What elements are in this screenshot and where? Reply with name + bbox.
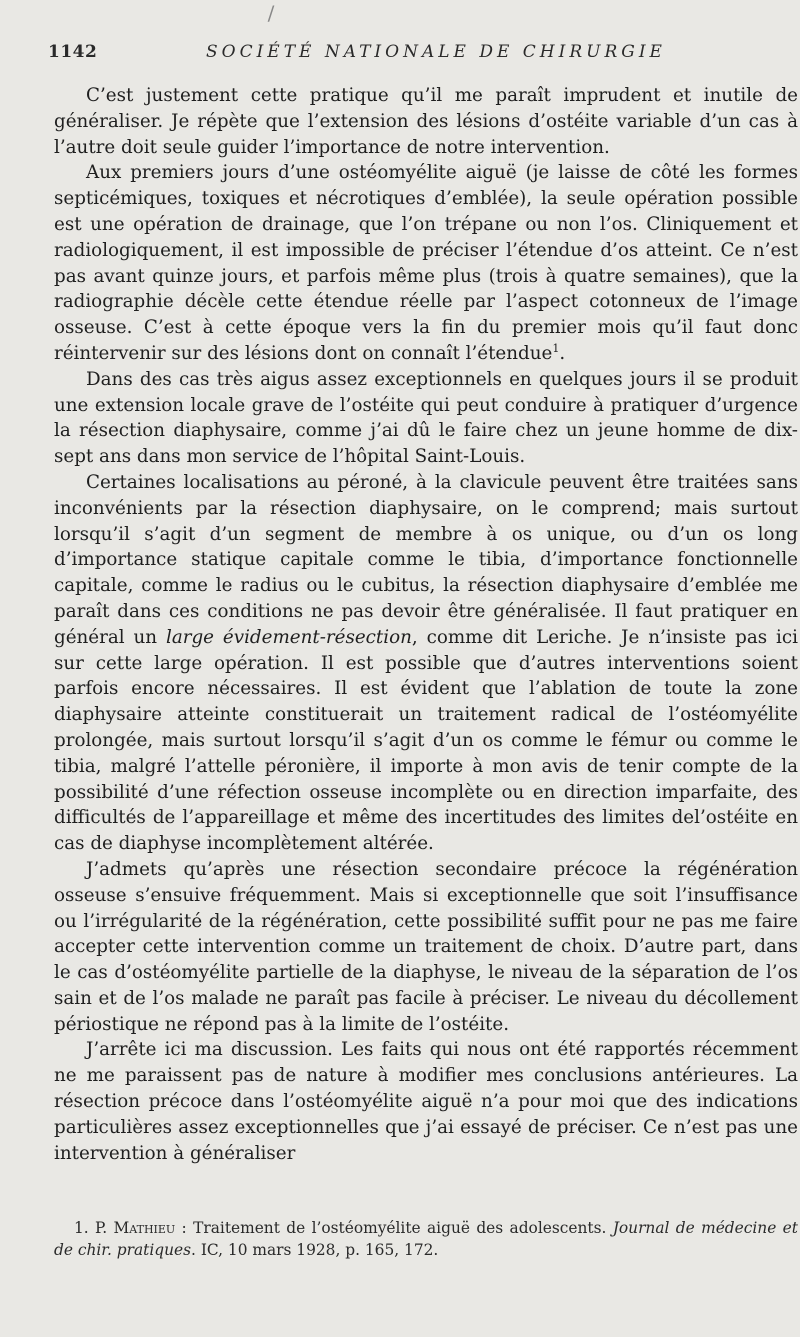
page-number: 1142 [48, 42, 98, 62]
paragraph-6-text: J’arrête ici ma discussion. Les faits qui nous ont été rapportés récemment ne me paraissent pas de nature à modifier mes conclusions antérieures. La résection précoce dans l’ostéomyélite aiguë n’a pour moi que des indications particulières assez exceptionnelles que j’ai essayé de préciser. Ce n’est pas une intervention à généraliser [54, 1039, 798, 1164]
body-text [54, 83, 798, 1166]
paragraph-4-text-end: , comme dit Leriche. Je n’insiste pas ici sur cette large opération. Il est possible que d’autres interventions soient parfois encore nécessaires. Il est évident que l’ablation de toute la zone diaphysaire atteinte constituerait un traitement radical de l’ostéomyélite prolongée, mais surtout lorsqu’il s’agit d’un os comme le fémur ou comme le tibia, malgré l’attelle péronière, il importe à mon avis de tenir compte de la possibilité d’une réfection osseuse incomplète ou en direction imparfaite, des difficultés de l’appareillage et même des incertitudes des limites del’ostéite en cas de diaphyse incomplètement altérée. [54, 626, 798, 855]
paragraph-1-text: C’est justement cette pratique qu’il me paraît imprudent et inutile de généraliser. Je répète que l’extension des lésions d’ostéite variable d’un cas à l’autre doit seule guider l’importance de notre intervention. [54, 85, 798, 158]
footnote-reference: 1 [552, 341, 560, 355]
page-header [48, 42, 788, 68]
paragraph-6 [54, 1037, 798, 1166]
footnote-separator: : [175, 1219, 194, 1237]
footnote-author: P. Mathieu [95, 1219, 176, 1237]
paragraph-5-text: J’admets qu’après une résection secondaire précoce la régénération osseuse s’ensuive fréquemment. Mais si exceptionnelle que soit l’insuffisance ou l’irrégularité de la régénération, cette possibilité suffit pour ne pas me faire accepter cette intervention comme un traitement de choix. D’autre part, dans le cas d’ostéomyélite partielle de la diaphyse, le niveau de la séparation de l’os sain et de l’os malade ne paraît pas facile à préciser. Le niveau du décollement périostique ne répond pas à la limite de l’ostéite. [54, 858, 798, 1035]
paragraph-2 [54, 160, 798, 366]
running-title: SOCIÉTÉ NATIONALE DE CHIRURGIE [206, 42, 666, 62]
paragraph-2-end: . [559, 342, 566, 364]
paragraph-1 [54, 83, 798, 160]
footnote [54, 1217, 798, 1261]
footnote-details: . IC, 10 mars 1928, p. 165, 172. [191, 1241, 439, 1259]
paragraph-4-italic-phrase: large évidement-résection [166, 626, 412, 648]
paragraph-5 [54, 857, 798, 1038]
paragraph-3-text: Dans des cas très aigus assez exceptionnels en quelques jours il se produit une extension locale grave de l’ostéite qui peut conduire à pratiquer d’urgence la résection diaphysaire, comme j’ai dû le faire chez un jeune homme de dix-sept ans dans mon service de l’hôpital Saint-Louis. [54, 368, 798, 468]
paragraph-4-text-start: Certaines localisations au péroné, à la clavicule peuvent être traitées sans inconvénients par la résection diaphysaire, on le comprend; mais surtout lorsqu’il s’agit d’un segment de membre à os unique, ou d’un os long d’importance statique capitale comme le tibia, d’importance fonctionnelle capitale, comme le radius ou le cubitus, la résection diaphysaire d’emblée me paraît dans ces conditions ne pas devoir être généralisée. Il faut pratiquer en général un [54, 471, 798, 648]
footnote-number: 1. [74, 1219, 89, 1237]
paragraph-4 [54, 470, 798, 857]
footnote-journal: Journal de médecine et de chir. pratiques [54, 1219, 798, 1259]
paragraph-3 [54, 367, 798, 470]
pencil-mark: / [267, 1, 275, 25]
footnote-title: Traitement de l’ostéomyélite aiguë des adolescents. [193, 1219, 613, 1237]
paragraph-2-text: Aux premiers jours d’une ostéomyélite aiguë (je laisse de côté les formes septicémiques, toxiques et nécrotiques d’emblée), la seule opération possible est une opération de drainage, que l’on trépane ou non l’os. Cliniquement et radiologiquement, il est impossible de préciser l’étendue d’os atteint. Ce n’est pas avant quinze jours, et parfois même plus (trois à quatre semaines), que la radiographie décèle cette étendue réelle par l’aspect cotonneux de l’image osseuse. C’est à cette époque vers la fin du premier mois qu’il faut donc réintervenir sur des lésions dont on connaît l’étendue [54, 162, 798, 364]
